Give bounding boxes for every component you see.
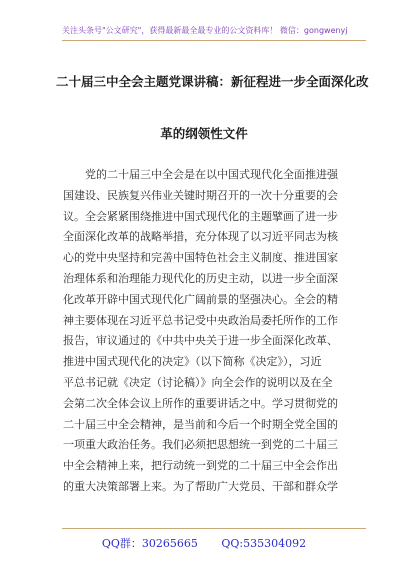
body-line: 报告，审议通过的《中共中央关于进一步全面深化改革、 — [63, 334, 338, 348]
body-line: 推进中国式现代化的决定》（以下简称《决定》），习近 — [63, 355, 322, 369]
header-divider — [62, 40, 366, 41]
body-line: 议。全会紧紧围绕推进中国式现代化的主题擘画了进一步 — [63, 209, 338, 223]
document-title-line-1: 二十届三中全会主题党课讲稿：新征程进一步全面深化改 — [56, 74, 369, 89]
body-line: 党的二十届三中全会是在以中国式现代化全面推进强 — [63, 168, 338, 181]
body-line: 全面深化改革的战略举措，充分体现了以习近平同志为核 — [63, 230, 338, 244]
header-banner: 关注头条号"公文研究"，获得最新最全最专业的公文资料库！ 微信：gongwenyj — [62, 26, 348, 35]
footer-contact — [0, 535, 408, 551]
body-line: 国建设、民族复兴伟业关键时期召开的一次十分重要的会 — [63, 188, 338, 202]
body-line: 治理体系和治理能力现代化的历史主动，以进一步全面深 — [63, 271, 338, 285]
document-title-line-2: 革的纲领性文件 — [160, 126, 248, 141]
footer-qq-group: QQ群：30265665 — [101, 537, 198, 550]
body-line: 会第二次全体会议上所作的重要讲话之中。学习贯彻党的 — [63, 396, 338, 410]
body-line: 心的党中央坚持和完善中国特色社会主义制度、推进国家 — [63, 251, 338, 265]
body-line: 神主要体现在习近平总书记受中央政治局委托所作的工作 — [63, 313, 338, 327]
body-line: 二十届三中全会精神，是当前和今后一个时期全党全国的 — [63, 417, 338, 431]
body-line: 化改革开辟中国式现代化广阔前景的坚强决心。全会的精 — [63, 292, 338, 306]
body-line: 一项重大政治任务。我们必须把思想统一到党的二十届三 — [63, 438, 338, 452]
body-line: 平总书记就《决定（讨论稿）》向全会作的说明以及在全 — [63, 375, 333, 389]
footer-qq: QQ:535304092 — [221, 537, 307, 550]
body-line: 的重大决策部署上来。为了帮助广大党员、干部和群众学 — [63, 479, 338, 493]
footer-divider — [62, 528, 366, 529]
document-body — [63, 165, 363, 498]
body-line: 中全会精神上来，把行动统一到党的二十届三中全会作出 — [63, 459, 338, 473]
